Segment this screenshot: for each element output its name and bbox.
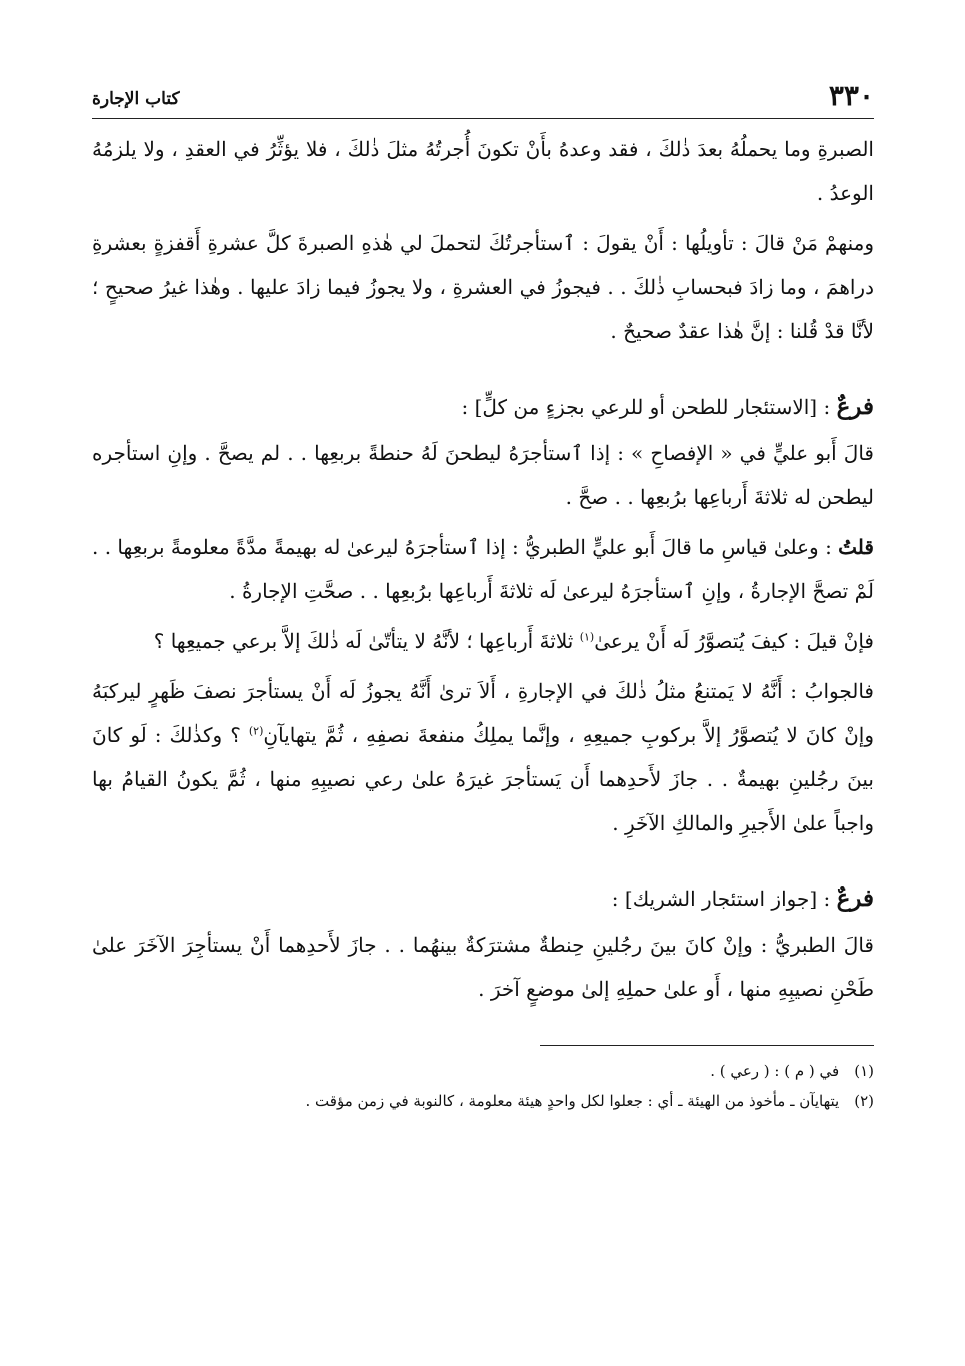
page-body bbox=[92, 119, 874, 1116]
page-number: ٣٣٠ bbox=[828, 79, 874, 112]
paragraph: قالَ أَبو عليٍّ في « الإفصاحِ » : إذا ٱستأجرَهُ ليطحنَ لَهُ حنطةً بربعِها . . لم يصحَّ . وإنِ استأجره ليطحن له ثلاثةَ أَرباعِها برُبعِها . . صحَّ . bbox=[92, 441, 874, 509]
paragraph-text: فإنْ قيلَ : كيفَ يُتصوَّرُ لَه أَنْ يرعىٰ bbox=[594, 629, 874, 653]
paragraph-text: ثلاثةَ أَرباعِها ؛ لأنَّهُ لا يتأتّىٰ لَه ذٰلكَ إلاَّ برعي جميعِها ؟ bbox=[153, 629, 580, 653]
footnote bbox=[92, 1056, 874, 1086]
footnote-divider bbox=[540, 1045, 874, 1046]
paragraph: الصبرةِ وما يحملُهُ بعدَ ذٰلكَ ، فقد وعدهُ بأَنْ تكونَ أُجرتُهُ مثلَ ذٰلكَ ، فلا يؤثِّرُ في العقدِ ، ولا يلزمُهُ الوعدُ . bbox=[92, 137, 874, 205]
lead-word: قلتُ bbox=[838, 535, 874, 559]
section-title: : [الاستئجار للطحن أو للرعي بجزءٍ من كلٍّ] : bbox=[461, 395, 837, 419]
footnote-text: يتهايآن ـ مأخوذ من الهيئة ـ أي : جعلوا لكل واحدٍ هيئة معلومة ، كالنوبة في زمن مؤقت . bbox=[305, 1092, 840, 1110]
paragraph-text: ؟ وكذٰلكَ : لَو كانَ بينَ رجُلينِ بهيمةٌ . . جازَ لأَحدِهما أَن يَستأجرَ غيرَهُ علىٰ رعي نصيبِهِ منها ، ثُمَّ يكونُ القيامُ بها واجباً علىٰ الأَجيرِ والمالكِ الآخَرِ . bbox=[92, 723, 874, 835]
paragraph bbox=[92, 525, 874, 613]
paragraph: قالَ الطبريُّ : وإنْ كانَ بينَ رجُلينِ حِنطةٌ مشترَكةٌ بينهُما . . جازَ لأَحدِهما أَنْ يستأجِرَ الآخَرَ علىٰ طَحْنِ نصيبِهِ منها ، أَو علىٰ حملِهِ إلىٰ موضعٍ آخرَ . bbox=[92, 933, 874, 1001]
section-heading bbox=[92, 877, 874, 921]
paragraph-text: فالجوابُ : أَنَّهُ لا يَمتنعُ مثلُ ذٰلكَ في الإجارةِ ، أَلاَ ترىٰ أَنَّهُ يجوزُ لَه أَنْ يستأجرَ نصفَ ظَهرٍ ليركبَهُ وإنْ كانَ لا يُتصوَّرُ إلاَّ بركوبِ جميعِهِ ، وإنَّما يملِكُ منفعةَ نصفِهِ ، ثُمَّ يتهايآنِ bbox=[92, 679, 874, 747]
footnote-reference[interactable]: (٢) bbox=[248, 724, 264, 738]
paragraph bbox=[92, 619, 874, 663]
paragraph bbox=[92, 669, 874, 845]
footnote-mark: (٢) bbox=[854, 1092, 874, 1110]
section-label: فرعٌ bbox=[836, 393, 874, 420]
running-title: كتاب الإجارة bbox=[92, 89, 180, 109]
page-header bbox=[92, 78, 874, 119]
footnote-mark: (١) bbox=[854, 1062, 874, 1080]
section-title: : [جواز استئجار الشريك] : bbox=[611, 887, 837, 911]
book-page bbox=[92, 78, 874, 1116]
section-heading bbox=[92, 385, 874, 429]
footnote bbox=[92, 1086, 874, 1116]
paragraph: ومنهمْ مَنْ قالَ : تأويلُها : أَنْ يقولَ : ٱستأجرتُكَ لتحملَ لي هٰذهِ الصبرةَ كلَّ عشرةِ أَقفزةٍ بعشرةِ دراهمَ ، وما زادَ فبحسابِ ذٰلكَ . . فيجوزُ في العشرةِ ، ولا يجوزُ فيما زادَ عليها . وهٰذا غيرُ صحيحٍ ؛ لأنَّا قدْ قُلنا : إنَّ هٰذا عقدٌ صحيحٌ . bbox=[92, 231, 874, 343]
footnote-reference[interactable]: (١) bbox=[579, 630, 595, 644]
footnotes bbox=[92, 1056, 874, 1116]
paragraph-text: : وعلىٰ قياسِ ما قالَ أَبو عليٍّ الطبريُّ : إذا ٱستأجرَهُ ليرعىٰ له بهيمةً مدَّةً معلومةً بربعِها . . لَمْ تصحَّ الإجارةُ ، وإنِ ٱستأجرَهُ ليرعىٰ لَه ثلاثةَ أَرباعِها برُبعِها . . صحَّتِ الإجارةُ . bbox=[91, 535, 874, 603]
section-label: فرعٌ bbox=[836, 885, 874, 912]
footnote-text: في ( م ) : ( رعي ) . bbox=[710, 1062, 840, 1080]
